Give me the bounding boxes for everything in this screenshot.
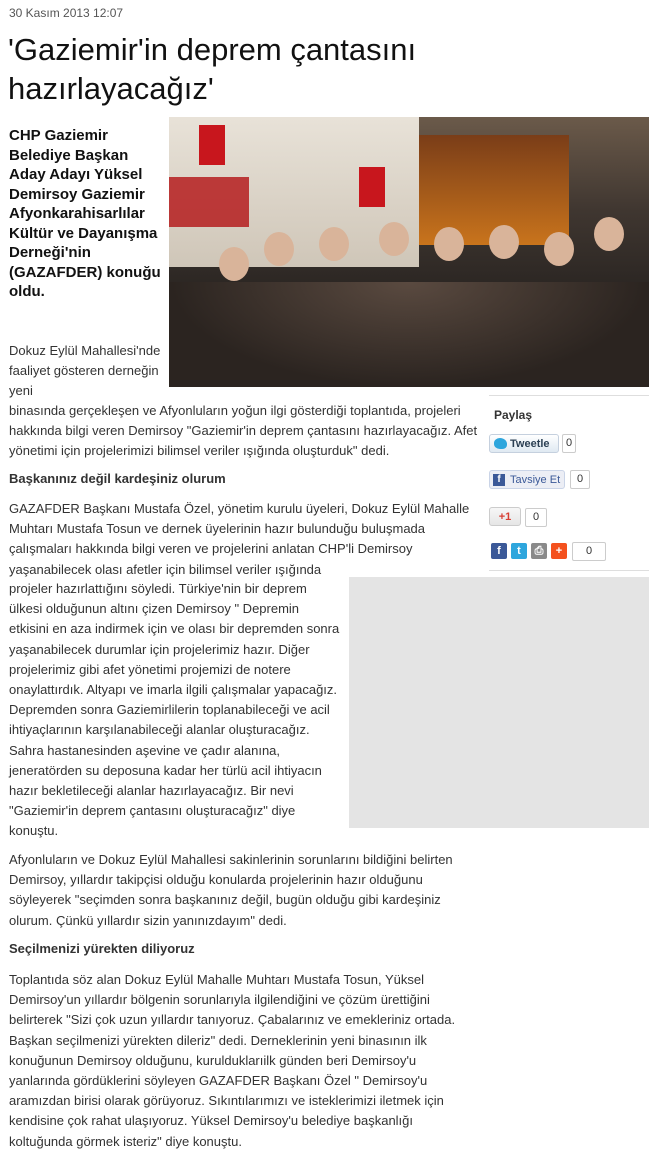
share-title: Paylaş	[494, 408, 533, 422]
twitter-share-icon[interactable]: t	[511, 543, 527, 559]
subheading-1: Başkanınız değil kardeşiniz olurum	[9, 471, 226, 486]
share-divider	[489, 395, 649, 396]
addthis-icon[interactable]: +	[551, 543, 567, 559]
twitter-icon	[494, 438, 507, 449]
addthis-count: 0	[572, 542, 606, 561]
facebook-recommend-button[interactable]	[489, 470, 565, 489]
facebook-count: 0	[570, 470, 590, 489]
paragraph-3: Afyonluların ve Dokuz Eylül Mahallesi sakinlerinin sorunlarını bildiğini belirten Demirsoy, yıllardır takipçisi olduğu konularda projelerinin hazır olduğunu söyleyerek "seçimden sonra başkanınız değil, bugün olduğu gibi kardeşiniz olurum. Çünkü yıllardır sizin yanınızdayım" dedi.	[9, 852, 453, 928]
google-plus-button[interactable]: +1	[489, 507, 521, 526]
facebook-icon: f	[493, 474, 505, 486]
paragraph-1-start: Dokuz Eylül Mahallesi'nde faaliyet gösteren derneğin yeni	[9, 343, 161, 399]
subheading-2: Seçilmenizi yürekten diliyoruz	[9, 941, 195, 956]
facebook-label: Tavsiye Et	[510, 474, 561, 486]
paragraph-1-end: binasında gerçekleşen ve Afyonluların yoğun ilgi gösterdiği toplantıda, projeleri hakkında bilgi veren Demirsoy "Gaziemir'in deprem çantasını hazırlayacağız. Afet yönetimi için projelerimizi bilimsel veriler ışığında oluşturduk" dedi.	[9, 403, 478, 459]
publish-date: 30 Kasım 2013 12:07	[9, 6, 124, 20]
article-lead: CHP Gaziemir Belediye Başkan Aday Adayı Yüksel Demirsoy Gaziemir Afyonkarahisarlılar Kültür ve Dayanışma Derneği'nin (GAZAFDER) konuğu oldu.	[9, 127, 161, 300]
share-divider-bottom	[489, 570, 649, 571]
tweet-label: Tweetle	[510, 438, 550, 450]
print-icon[interactable]: ⎙	[531, 543, 547, 559]
paragraph-2-end: projeler hazırlattığını söyledi. Türkiye'nin bir deprem ülkesi olduğunun altını çizen Demirsoy " Depremin etkisini en aza indirmek için ve olası bir depremden sonra yaşanabilecek durumlar için projelerimiz hazır. Diğer projelerimiz gibi afet yönetimi projemizi de notere onaylattırdık. Altyapı ve imarla ilgili çalışmalar yapacağız. Depremden sonra Gaziemirlilerin toplanabileceği ve acil ihtiyaçlarının karşılanabileceği alanlar oluşturacağız. Sahra hastanesinden aşevine ve çadır alanına, jeneratörden su deposuna kadar her türlü acil ihtiyacın hazır bekletileceği alanlar hazırlayacağız. Bir nevi "Gaziemir'in deprem çantasını oluşturacağız" diye konuştu.	[9, 581, 340, 839]
facebook-share-icon[interactable]: f	[491, 543, 507, 559]
ad-placeholder	[349, 577, 649, 828]
article-title: 'Gaziemir'in deprem çantasını hazırlayacağız'	[8, 32, 417, 106]
paragraph-2-start: GAZAFDER Başkanı Mustafa Özel, yönetim kurulu üyeleri, Dokuz Eylül Mahalle Muhtarı Mustafa Tosun ve dernek üyelerinin hazır bulunduğu buluşmada çalışmaları hakkında bilgi veren ve projelerini anlatan CHP'li Demirsoy yaşanabilecek olası afetler için bilimsel veriler ışığında	[9, 501, 470, 577]
paragraph-4: Toplantıda söz alan Dokuz Eylül Mahalle Muhtarı Mustafa Tosun, Yüksel Demirsoy'un yıllardır bölgenin sorunlarıyla ilgilendiğini ve çözüm ürettiğini belirterek "Sizi çok uzun yıllardır tanıyoruz. Çabalarınız ve emekleriniz ortada. Başkan seçilmenizi yürekten dileriz" dedi. Derneklerinin yeni binasının ilk konuğunun Demirsoy olduğunu, kurulduklarıilk günden beri Demirsoy'u yanlarında gördüklerini söyleyen GAZAFDER Başkanı Özel " Demirsoy'u aramızdan birisi olarak görüyoruz. Sıkıntılarımızı ve isteklerimizi iletmek için kendisine çok rahat ulaşıyoruz. Yüksel Demirsoy'u belediye başkanlığı koltuğunda görmek isteriz" diye konuştu.	[9, 972, 456, 1149]
article-photo	[169, 117, 649, 387]
tweet-count: 0	[562, 434, 576, 453]
google-plus-count: 0	[525, 508, 547, 527]
tweet-button[interactable]	[489, 434, 559, 453]
